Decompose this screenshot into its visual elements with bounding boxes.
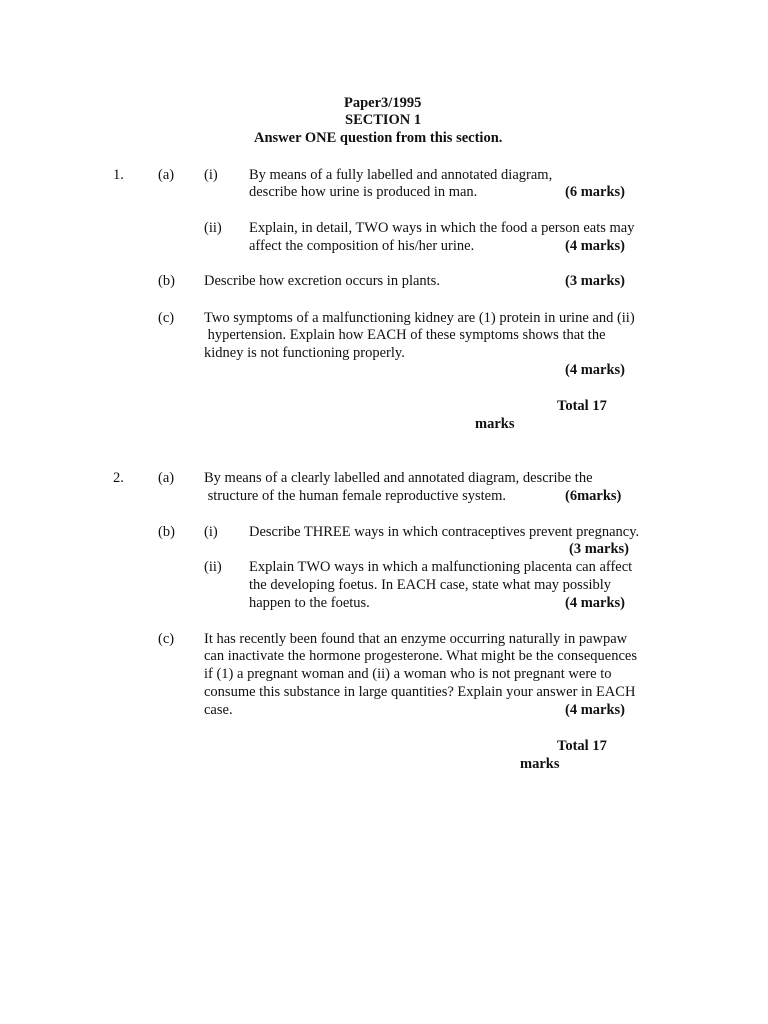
q1-a-i-label: (i) bbox=[204, 167, 218, 183]
q2-b-ii-marks: (4 marks) bbox=[565, 595, 626, 611]
q1-c-text-line3: kidney is not functioning properly. bbox=[204, 345, 405, 361]
q2-b-i-label: (i) bbox=[204, 524, 218, 540]
q1-a-i-text-line1: By means of a fully labelled and annotated diagram, bbox=[249, 167, 553, 183]
q1-c-text-line1: Two symptoms of a malfunctioning kidney are (1) protein in urine and (ii) bbox=[204, 310, 635, 326]
q2-a-label: (a) bbox=[158, 470, 175, 486]
q1-number: 1. bbox=[113, 167, 124, 183]
q1-a-ii-text-line2: affect the composition of his/her urine. bbox=[249, 238, 475, 254]
q1-b-text: Describe how excretion occurs in plants. bbox=[204, 273, 440, 289]
q2-b-i-text: Describe THREE ways in which contraceptives prevent pregnancy. bbox=[249, 524, 640, 540]
q1-c-marks: (4 marks) bbox=[565, 362, 626, 378]
q1-c-text-line2: hypertension. Explain how EACH of these symptoms shows that the bbox=[204, 327, 606, 343]
q2-b-i-marks: (3 marks) bbox=[569, 541, 630, 557]
q1-c-label: (c) bbox=[158, 310, 175, 326]
q2-c-text-line1: It has recently been found that an enzyme occurring naturally in pawpaw bbox=[204, 631, 628, 647]
q2-c-label: (c) bbox=[158, 631, 175, 647]
q2-b-label: (b) bbox=[158, 524, 175, 540]
q2-c-marks: (4 marks) bbox=[565, 702, 626, 718]
q1-total-marks: marks bbox=[475, 416, 515, 432]
q1-a-i-text-line2: describe how urine is produced in man. bbox=[249, 184, 478, 200]
q2-number: 2. bbox=[113, 470, 124, 486]
q1-total: Total 17 bbox=[557, 398, 607, 414]
q1-b-label: (b) bbox=[158, 273, 175, 289]
q2-c-text-line4: consume this substance in large quantities? Explain your answer in EACH bbox=[204, 684, 636, 700]
q2-a-text-line1: By means of a clearly labelled and annotated diagram, describe the bbox=[204, 470, 593, 486]
q2-total: Total 17 bbox=[557, 738, 607, 754]
q2-c-text-line5: case. bbox=[204, 702, 233, 718]
section-title: SECTION 1 bbox=[345, 112, 422, 128]
q2-b-ii-label: (ii) bbox=[204, 559, 222, 575]
q1-a-ii-text-line1: Explain, in detail, TWO ways in which the food a person eats may bbox=[249, 220, 635, 236]
q2-b-ii-text-line2: the developing foetus. In EACH case, state what may possibly bbox=[249, 577, 612, 593]
q1-a-ii-marks: (4 marks) bbox=[565, 238, 626, 254]
q2-a-text-line2: structure of the human female reproductive system. bbox=[204, 488, 506, 504]
q2-c-text-line2: can inactivate the hormone progesterone. What might be the consequences bbox=[204, 648, 637, 664]
q2-b-ii-text-line1: Explain TWO ways in which a malfunctioning placenta can affect bbox=[249, 559, 633, 575]
q1-b-marks: (3 marks) bbox=[565, 273, 626, 289]
section-instruction: Answer ONE question from this section. bbox=[254, 130, 503, 146]
q2-c-text-line3: if (1) a pregnant woman and (ii) a woman who is not pregnant were to bbox=[204, 666, 612, 682]
q1-a-i-marks: (6 marks) bbox=[565, 184, 626, 200]
q2-total-marks: marks bbox=[520, 756, 560, 772]
q1-a-ii-label: (ii) bbox=[204, 220, 222, 236]
q2-a-marks: (6marks) bbox=[565, 488, 622, 504]
q2-b-ii-text-line3: happen to the foetus. bbox=[249, 595, 370, 611]
paper-title: Paper3/1995 bbox=[344, 95, 422, 111]
q1-a-label: (a) bbox=[158, 167, 175, 183]
